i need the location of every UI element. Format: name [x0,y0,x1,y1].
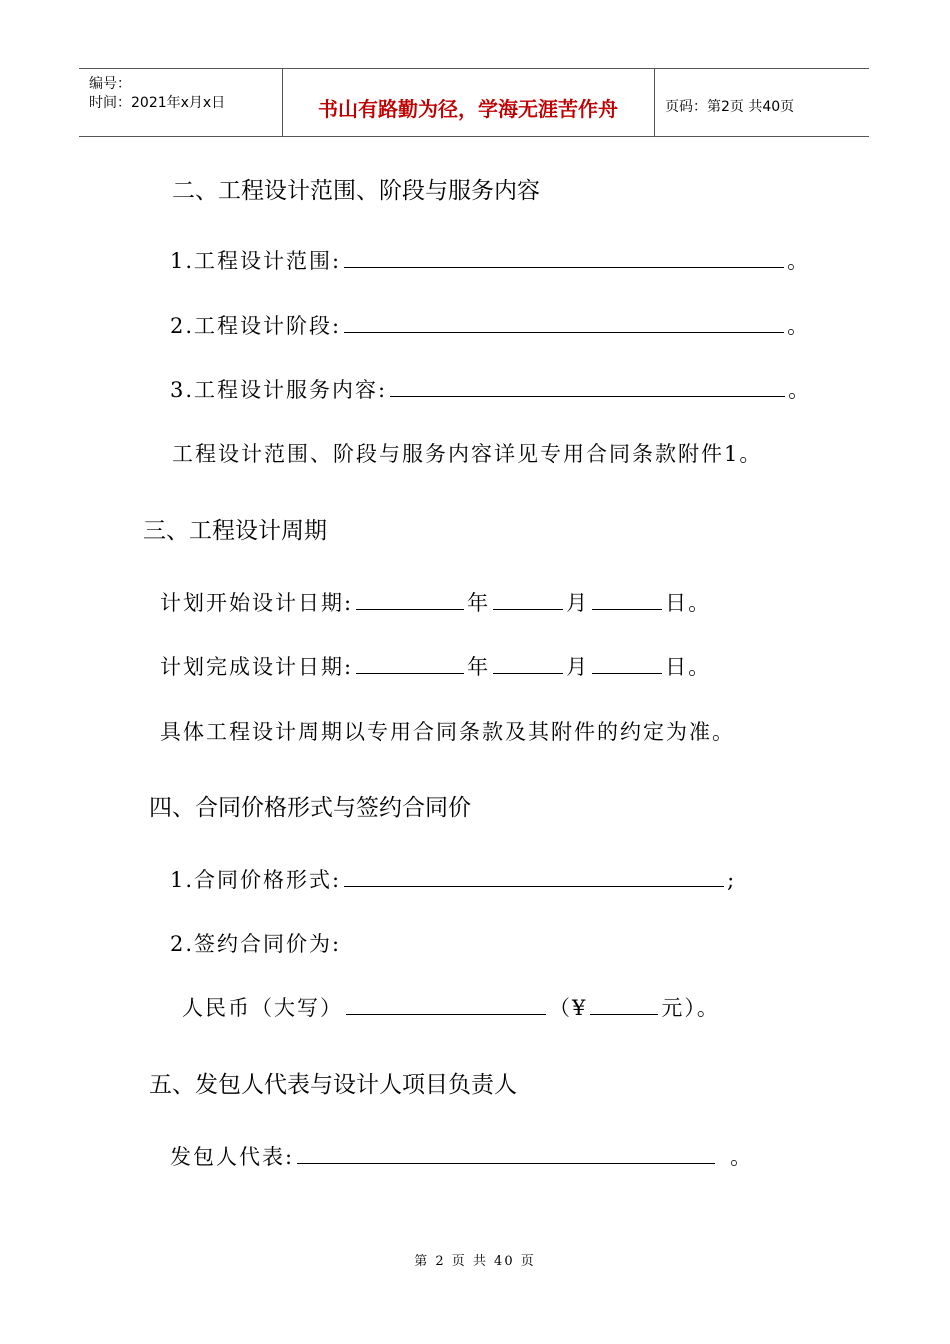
design-stage-field[interactable] [344,310,784,333]
page-header [79,68,869,137]
rmb-uppercase-field[interactable] [346,992,546,1015]
yen-amount-field[interactable] [590,992,658,1015]
design-stage-label: 2.工程设计阶段: [170,314,342,338]
finish-month-field[interactable] [493,651,563,674]
start-month-field[interactable] [493,587,563,610]
design-scope-label: 1.工程设计范围: [170,249,342,273]
design-service-label: 3.工程设计服务内容: [170,378,388,402]
header-page-cell [655,69,869,136]
day-label: 日。 [665,655,712,679]
employer-rep-line [170,1141,753,1171]
section-4-title: 四、合同价格形式与签约合同价 [149,795,471,821]
header-motto: 书山有路勤为径，学海无涯苦作舟 [318,97,618,121]
design-scope-field[interactable] [344,245,784,268]
semicolon: ; [727,868,737,892]
yuan-close: 元）。 [661,996,720,1020]
price-form-label: 1.合同价格形式: [170,868,342,892]
month-label: 月 [566,655,590,679]
finish-year-field[interactable] [356,651,464,674]
year-label: 年 [467,591,491,615]
rmb-label: 人民币（大写） [182,996,343,1020]
month-label: 月 [566,591,590,615]
end-mark: 。 [787,314,811,338]
design-service-line [170,374,811,404]
planned-start-label: 计划开始设计日期: [160,591,354,615]
finish-day-field[interactable] [592,651,662,674]
design-scope-line [170,245,810,275]
section-2-note: 工程设计范围、阶段与服务内容详见专用合同条款附件1。 [172,442,763,466]
price-form-field[interactable] [344,864,724,887]
rmb-amount-line [182,992,720,1022]
section-3-title: 三、工程设计周期 [143,518,327,544]
design-stage-line [170,310,810,340]
year-label: 年 [467,655,491,679]
contract-price-label: 2.签约合同价为: [170,932,342,956]
end-mark: 。 [787,249,811,273]
start-day-field[interactable] [592,587,662,610]
section-5-title: 五、发包人代表与设计人项目负责人 [149,1072,517,1098]
header-motto-cell [282,69,655,136]
end-mark: 。 [788,378,812,402]
day-label: 日。 [665,591,712,615]
end-mark: 。 [730,1145,754,1169]
employer-rep-field[interactable] [297,1141,715,1164]
section-2-title: 二、工程设计范围、阶段与服务内容 [172,178,540,204]
employer-rep-label: 发包人代表: [170,1145,295,1169]
header-meta-cell [79,69,283,136]
design-service-field[interactable] [390,374,785,397]
section-3-note: 具体工程设计周期以专用合同条款及其附件的约定为准。 [160,720,735,744]
yen-open: （¥ [549,996,588,1020]
planned-start-date-line [160,587,711,617]
price-form-line [170,864,736,894]
page-footer: 第 2 页 共 40 页 [414,1254,536,1269]
header-page-info: 页码：第2页 共40页 [665,99,795,115]
document-number-label: 编号： [89,76,131,92]
planned-finish-date-line [160,651,711,681]
planned-finish-label: 计划完成设计日期: [160,655,354,679]
start-year-field[interactable] [356,587,464,610]
document-date-label: 时间：2021年x月x日 [89,95,226,111]
